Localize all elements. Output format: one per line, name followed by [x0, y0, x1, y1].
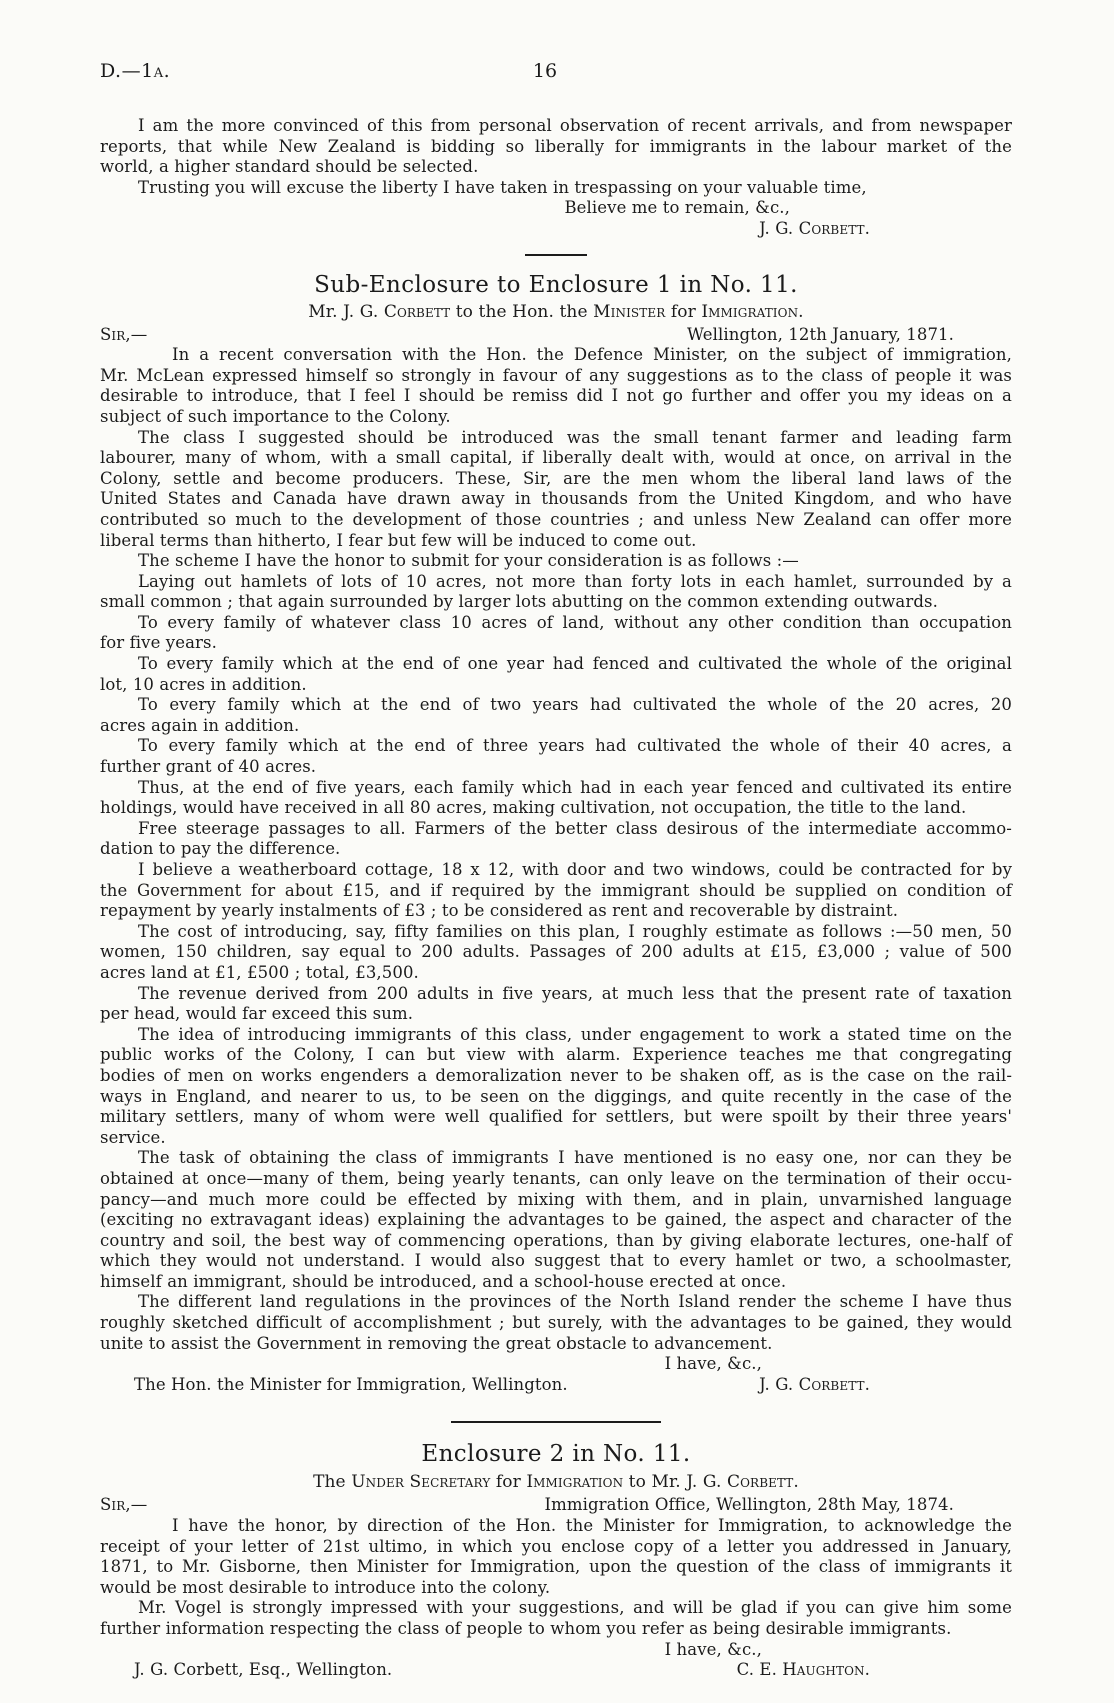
small-caps-text: Corbett: [798, 1374, 865, 1394]
text-line: The task of obtaining the class of immigrants I have mentioned is no easy one, nor can they be: [138, 1148, 1012, 1168]
text-line: I believe a weatherboard cottage, 18 x 12, with door and two windows, could be contracted for by: [138, 860, 1012, 879]
salutation-row-2: [100, 1495, 1012, 1516]
text-line: The scheme I have the honor to submit for your consideration is as follows :—: [138, 551, 799, 571]
text-line: contributed so much to the development of those countries ; and unless New Zealand can offer more: [100, 509, 1012, 529]
row-right-text: [737, 1660, 1012, 1681]
text-line: desirable to introduce, that I feel I should be remiss did I not go further and offer you my ideas on a: [100, 386, 1012, 406]
text-line: To every family which at the end of one year had fenced and cultivated the whole of the original: [138, 654, 1012, 674]
paragraph-thus: [100, 778, 1012, 819]
text-run: C. E.: [736, 1660, 783, 1680]
text-line: In a recent conversation with the Hon. the Defence Minister, on the subject of immigration,: [172, 345, 1012, 365]
paragraph-every-family-1: [100, 613, 1012, 654]
paragraph-task: [100, 1148, 1012, 1292]
small-caps-text: a: [153, 60, 164, 82]
text-line: acres land at £1, £500 ; total, £3,500.: [100, 962, 419, 982]
text-line: himself an immigrant, should be introduced, and a school-house erected at once.: [100, 1271, 787, 1291]
paragraph-class-suggested: [100, 428, 1012, 552]
paragraph-scheme: [100, 551, 1012, 572]
text-line: women, 150 children, say equal to 200 adults. Passages of 200 adults at £15, £3,000 ; value of 500: [100, 942, 1012, 962]
separator-rule-short: [100, 254, 1012, 256]
text-run: ,—: [125, 324, 148, 344]
text-line: holdings, would have received in all 80 acres, making cultivation, not occupation, the title to the land.: [100, 798, 967, 818]
text-line: To every family of whatever class 10 acres of land, without any other condition than occupation: [138, 612, 1012, 632]
text-line: world, a higher standard should be selected.: [100, 157, 479, 177]
paragraph-acknowledge: [100, 1516, 1012, 1598]
text-line: labourer, many of whom, with a small capital, if liberally dealt with, would at once, on arrival in the: [100, 448, 1012, 468]
horizontal-rule: [451, 1421, 661, 1423]
text-line: dation to pay the difference.: [100, 839, 341, 859]
text-run: Mr. J. G.: [308, 301, 384, 322]
enclosure-2-subheading: [100, 1471, 1012, 1493]
row-left-text: [100, 1495, 147, 1516]
signature-corbett-1: [100, 219, 1012, 240]
text-run: .: [864, 1660, 870, 1680]
text-run: .: [798, 301, 804, 322]
text-run: .: [864, 218, 870, 238]
text-run: The: [313, 1472, 352, 1493]
text-line: obtained at once—many of them, being yearly tenants, can only leave on the termination of their occu-: [100, 1168, 1012, 1188]
text-line: acres again in addition.: [100, 715, 300, 735]
paragraph-every-family-2: [100, 654, 1012, 695]
separator-rule-long: [100, 1421, 1012, 1423]
text-line: lot, 10 acres in addition.: [100, 674, 307, 694]
text-line: The different land regulations in the provinces of the North Island render the scheme I have thus: [138, 1292, 1012, 1312]
small-caps-text: Corbett: [798, 218, 865, 238]
text-run: for: [490, 1472, 527, 1493]
text-line: I have the honor, by direction of the Hon. the Minister for Immigration, to acknowledge the: [172, 1516, 1012, 1536]
paragraph-free-steerage: [100, 819, 1012, 860]
text-line: reports, that while New Zealand is bidding so liberally for immigrants in the labour market of the: [100, 136, 1012, 156]
valediction-i-have-1: I have, &c.,: [664, 1354, 762, 1374]
paragraph-every-family-4: [100, 736, 1012, 777]
text-line: The revenue derived from 200 adults in five years, at much less that the present rate of taxation: [138, 983, 1012, 1003]
text-line: Mr. Vogel is strongly impressed with your suggestions, and will be glad if you can give him some: [138, 1598, 1012, 1618]
small-caps-text: Corbett: [727, 1472, 794, 1493]
paragraph-idea-alarm: [100, 1025, 1012, 1149]
text-run: to the Hon. the: [450, 301, 594, 322]
text-line: bodies of men on works engenders a demoralization never to be shaken off, as is the case on the rail-: [100, 1065, 1012, 1085]
text-line: The idea of introducing immigrants of this class, under engagement to work a stated time on the: [138, 1024, 1012, 1044]
paragraph-recent-conversation: [100, 345, 1012, 427]
row-left-text: J. G. Corbett, Esq., Wellington.: [134, 1660, 393, 1680]
text-line: subject of such importance to the Colony.: [100, 406, 451, 426]
paragraph-land-regulations: [100, 1292, 1012, 1354]
text-line: the Government for about £15, and if required by the immigrant should be supplied on condition of: [100, 880, 1012, 900]
horizontal-rule: [525, 254, 587, 256]
text-line: To every family which at the end of three years had cultivated the whole of their 40 acres, a: [138, 736, 1012, 756]
text-line: United States and Canada have drawn away in thousands from the United Kingdom, and who have: [100, 489, 1012, 509]
text-line: 1871, to Mr. Gisborne, then Minister for Immigration, upon the question of the class of immigrants it: [100, 1557, 1012, 1577]
text-run: .: [793, 1472, 799, 1493]
small-caps-text: Minister: [593, 301, 666, 322]
paragraph-cost: [100, 922, 1012, 984]
text-line: unite to assist the Government in removing the great obstacle to advancement.: [100, 1333, 773, 1353]
text-line: would be most desirable to introduce into the colony.: [100, 1577, 551, 1597]
text-line: Laying out hamlets of lots of 10 acres, not more than forty lots in each hamlet, surrounded by a: [138, 571, 1012, 591]
text-line: military settlers, many of whom were well qualified for settlers, but were spoilt by their three years': [100, 1107, 1012, 1127]
text-line: I am the more convinced of this from personal observation of recent arrivals, and from newspaper: [138, 116, 1012, 135]
paragraph-revenue: [100, 984, 1012, 1025]
small-caps-text: Immigration: [701, 301, 799, 322]
text-line: (exciting no extravagant ideas) explaining the advantages to be gained, the aspect and character of the: [100, 1210, 1012, 1230]
text-line: roughly sketched difficult of accomplishment ; but surely, with the advantages to be gained, they would: [100, 1313, 1012, 1333]
enclosure-2-heading: Enclosure 2 in No. 11.: [421, 1441, 691, 1468]
document-body: [100, 116, 1012, 1681]
small-caps-text: Immigration: [526, 1472, 624, 1493]
valediction-believe-me: Believe me to remain, &c.,: [564, 198, 790, 218]
text-run: ,—: [125, 1495, 148, 1515]
text-line: ways in England, and nearer to us, to be seen on the diggings, and quite recently in the case of the: [100, 1086, 1012, 1106]
text-line: Thus, at the end of five years, each family which had in each year fenced and cultivated its entire: [138, 777, 1012, 797]
paragraph-convinced: [100, 116, 1012, 178]
text-line: small common ; that again surrounded by larger lots abutting on the common extending outwards.: [100, 592, 938, 612]
page-header: [100, 60, 1012, 84]
valediction-i-have-2: I have, &c.,: [664, 1639, 762, 1659]
text-line: Colony, settle and become producers. These, Sir, are the men whom the liberal land laws of the: [100, 468, 1012, 488]
text-line: further grant of 40 acres.: [100, 757, 317, 777]
text-line: country and soil, the best way of commencing operations, than by giving elaborate lectures, one-half of: [100, 1230, 1012, 1250]
paragraph-every-family-3: [100, 695, 1012, 736]
text-run: J. G.: [759, 218, 799, 238]
signature-row-1: [100, 1375, 1012, 1396]
text-line: Mr. McLean expressed himself so strongly in favour of any suggestions as to the class of people it was: [100, 365, 1012, 385]
text-run: J. G.: [759, 1374, 799, 1394]
text-line: To every family which at the end of two years had cultivated the whole of the 20 acres, 20: [138, 695, 1012, 715]
small-caps-text: Sir: [100, 1495, 126, 1515]
text-line: per head, would far exceed this sum.: [100, 1004, 414, 1024]
text-line: further information respecting the class of people to whom you refer as being desirable immigrants.: [100, 1619, 952, 1638]
small-caps-text: Under Secretary: [351, 1472, 491, 1493]
small-caps-text: Haughton: [782, 1660, 865, 1680]
row-right-text: Immigration Office, Wellington, 28th May, 1874.: [544, 1495, 954, 1515]
signature-row-2: [100, 1660, 1012, 1681]
text-line: pancy—and much more could be effected by mixing with them, and in plain, unvarnished language: [100, 1189, 1012, 1209]
text-line: service.: [100, 1127, 166, 1147]
text-line: for five years.: [100, 633, 217, 653]
text-line: liberal terms than hitherto, I fear but few will be induced to come out.: [100, 530, 697, 550]
paragraph-vogel: [100, 1598, 1012, 1639]
paragraph-cottage: [100, 860, 1012, 922]
text-run: for: [665, 301, 702, 322]
paragraph-laying-out: [100, 572, 1012, 613]
text-run: .: [163, 60, 171, 82]
text-line: public works of the Colony, I can but view with alarm. Experience teaches me that congregating: [100, 1045, 1012, 1065]
page-number: 16: [532, 60, 558, 82]
text-run: D.—1: [100, 60, 154, 82]
text-line: The cost of introducing, say, fifty families on this plan, I roughly estimate as follows :—50 men, 50: [138, 921, 1012, 941]
small-caps-text: Sir: [100, 324, 126, 344]
text-line: which they would not understand. I would also suggest that to every hamlet or two, a schoolmaster,: [100, 1251, 1012, 1271]
row-left-text: [100, 325, 147, 346]
text-line: receipt of your letter of 21st ultimo, in which you enclose copy of a letter you addressed in January,: [100, 1536, 1012, 1556]
text-line: repayment by yearly instalments of £3 ; to be considered as rent and recoverable by distraint.: [100, 901, 899, 921]
small-caps-text: Corbett: [383, 301, 451, 322]
text-run: .: [864, 1374, 870, 1394]
text-line: Trusting you will excuse the liberty I have taken in trespassing on your valuable time,: [138, 177, 867, 197]
salutation-row-1: [100, 325, 1012, 346]
text-run: to Mr. J. G.: [623, 1472, 728, 1493]
row-right-text: Wellington, 12th January, 1871.: [687, 324, 954, 344]
text-line: Free steerage passages to all. Farmers of the better class desirous of the intermediate accommo-: [138, 818, 1012, 838]
text-line: The class I suggested should be introduced was the small tenant farmer and leading farm: [138, 427, 1012, 447]
paragraph-trusting: [100, 178, 1012, 199]
sub-enclosure-heading: Sub-Enclosure to Enclosure 1 in No. 11.: [314, 271, 798, 298]
sub-enclosure-subheading: [100, 301, 1012, 323]
row-left-text: The Hon. the Minister for Immigration, Wellington.: [134, 1374, 568, 1394]
row-right-text: [759, 1375, 1012, 1396]
